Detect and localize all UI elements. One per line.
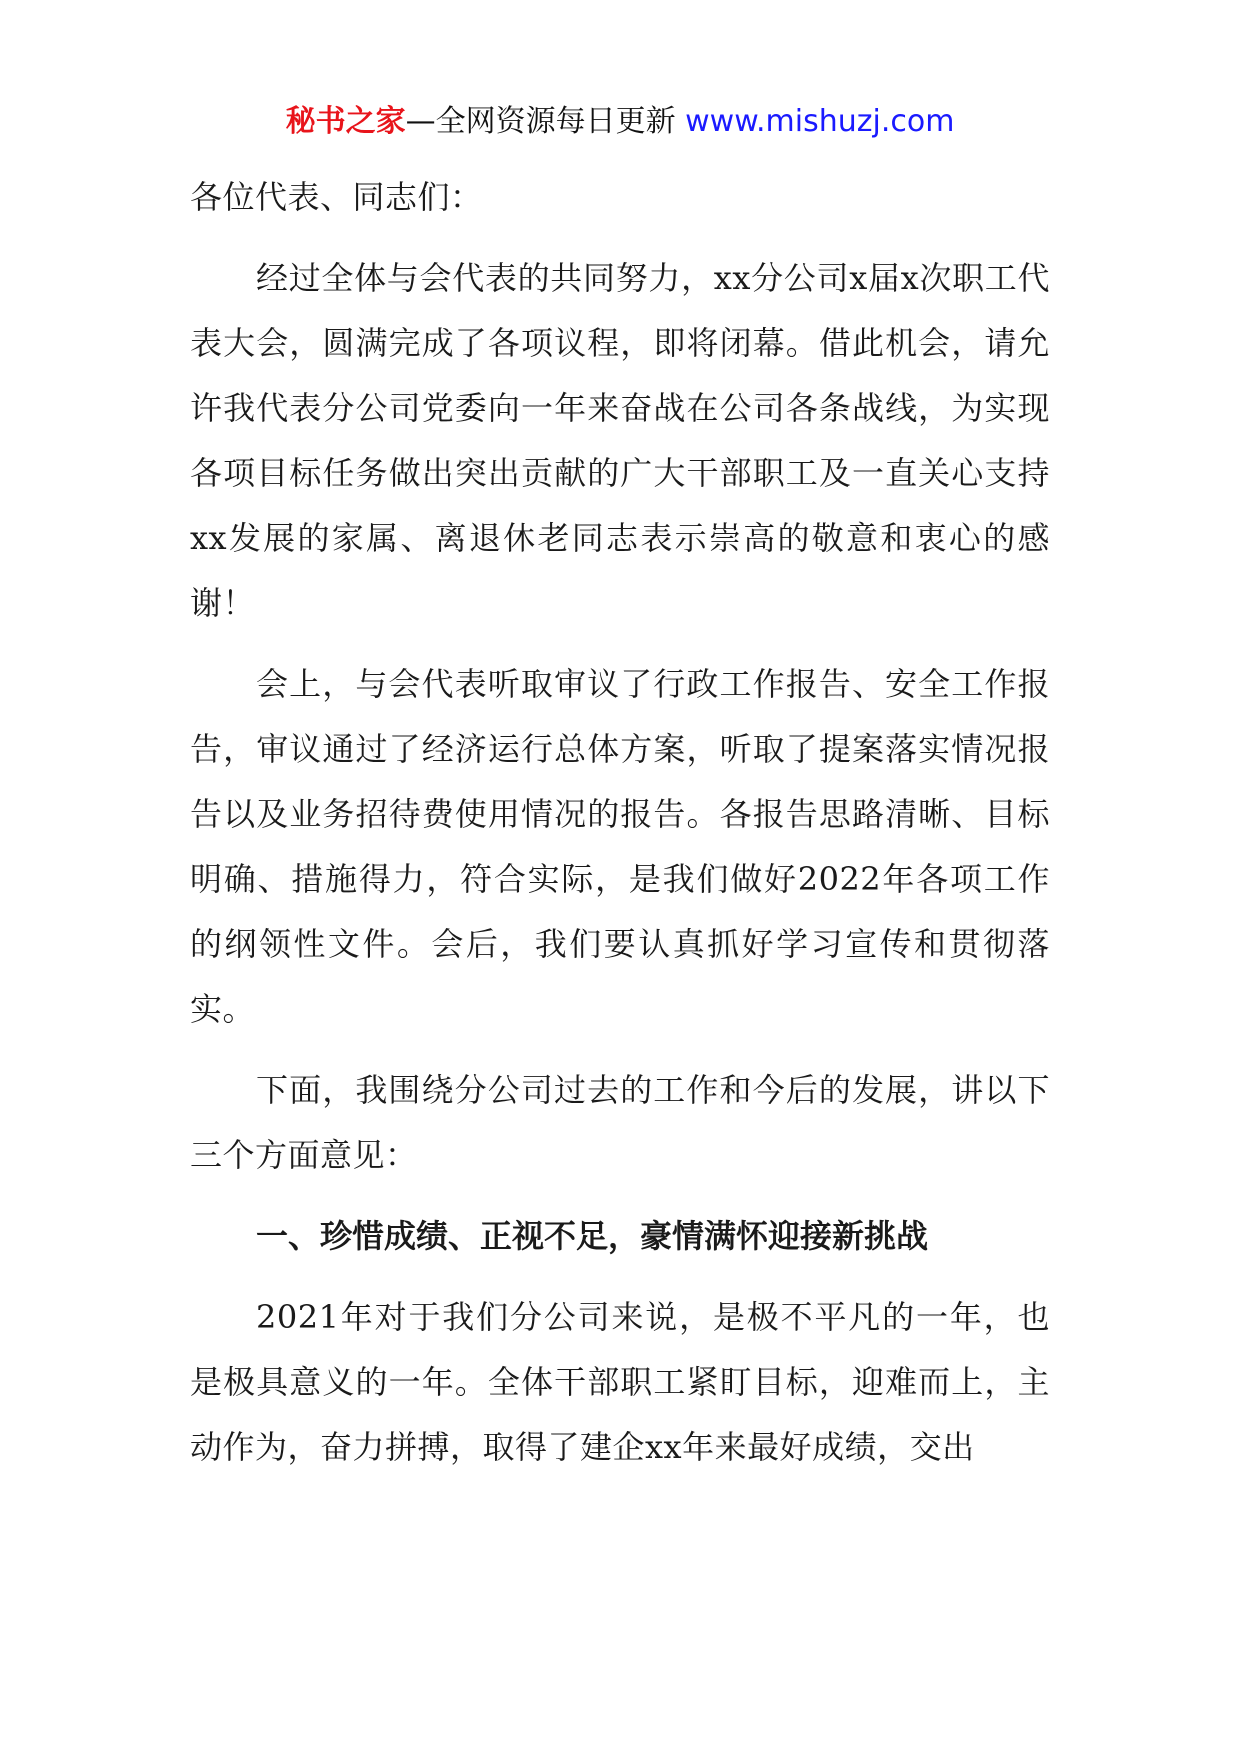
section-paragraph: 2021年对于我们分公司来说，是极不平凡的一年，也是极具意义的一年。全体干部职工紧盯目标，迎难而上，主动作为，奋力拼搏，取得了建企xx年来最好成绩，交出 (190, 1298, 1050, 1466)
salutation: 各位代表、同志们： (190, 178, 483, 216)
site-brand: 秘书之家 (285, 104, 406, 139)
paragraph-3: 下面，我围绕分公司过去的工作和今后的发展，讲以下三个方面意见： (190, 1071, 1050, 1174)
paragraph-2: 会上，与会代表听取审议了行政工作报告、安全工作报告，审议通过了经济运行总体方案，听取了提案落实情况报告以及业务招待费使用情况的报告。各报告思路清晰、目标明确、措施得力，符合实际，是我们做好2022年各项工作的纲领性文件。会后，我们要认真抓好学习宣传和贯彻落实。 (190, 665, 1050, 1028)
document-body (190, 165, 1050, 1480)
section-heading: 一、珍惜成绩、正视不足，豪情满怀迎接新挑战 (256, 1217, 929, 1255)
site-header (0, 102, 1240, 142)
paragraph-1: 经过全体与会代表的共同努力，xx分公司x届x次职工代表大会，圆满完成了各项议程，即将闭幕。借此机会，请允许我代表分公司党委向一年来奋战在公司各条战线，为实现各项目标任务做出突出贡献的广大干部职工及一直关心支持xx发展的家属、离退休老同志表示崇高的敬意和衷心的感谢！ (190, 259, 1050, 622)
site-url-link[interactable]: www.mishuzj.com (685, 104, 955, 139)
site-slogan: —全网资源每日更新 (405, 104, 686, 139)
